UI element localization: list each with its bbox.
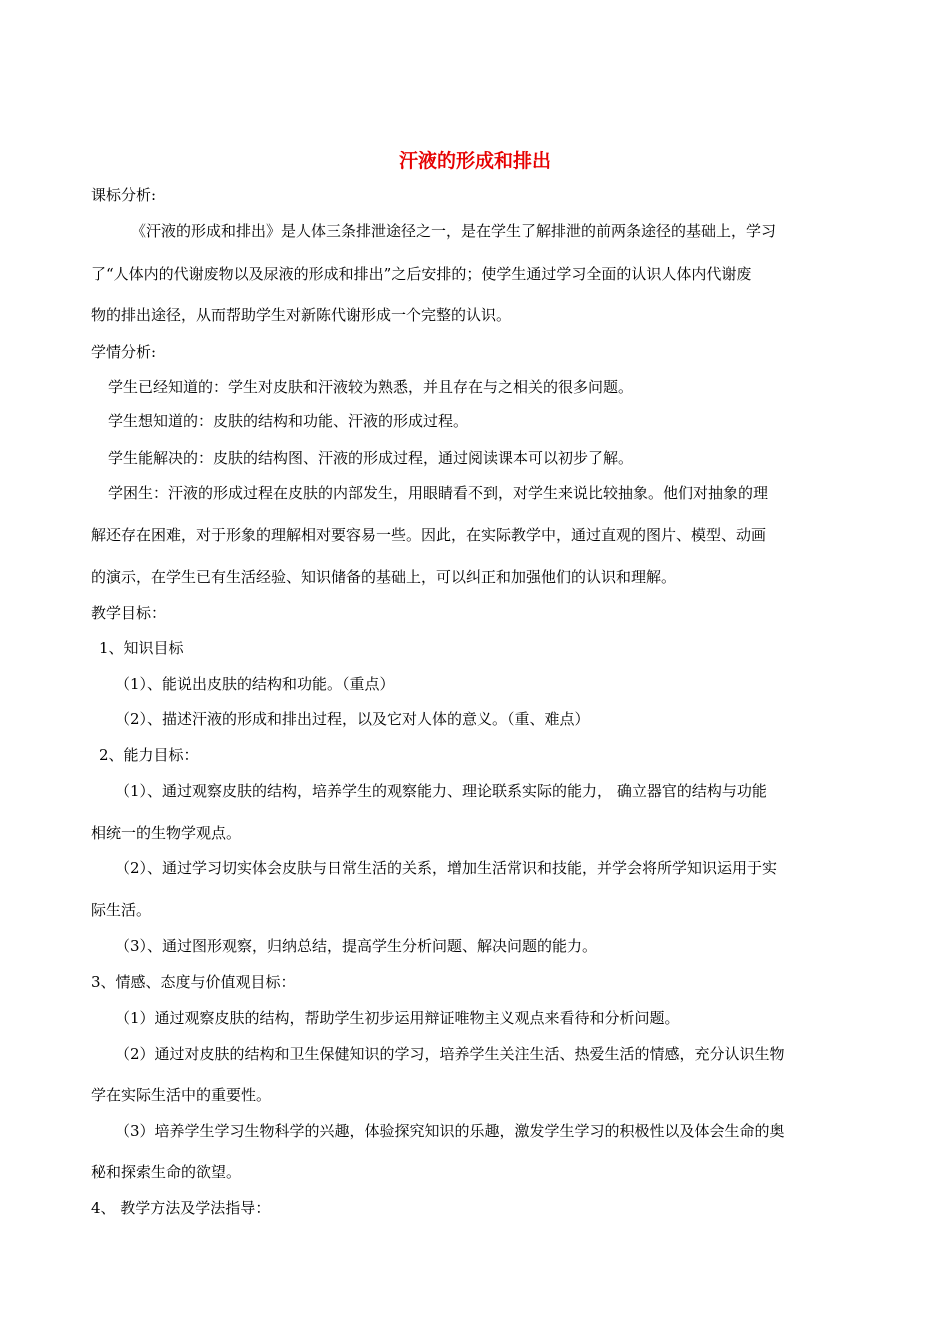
nengli-line-5: （3）、通过图形观察，归纳总结，提高学生分析问题、解决问题的能力。 (115, 937, 598, 955)
section-heading-xueqing: 学情分析: (91, 343, 157, 361)
xueqing-line-5: 解还存在困难，对于形象的理解相对要容易一些。因此，在实际教学中，通过直观的图片、模型、动画 (91, 526, 767, 544)
section-heading-kebiao: 课标分析: (91, 186, 157, 204)
qinggan-heading: 3、情感、态度与价值观目标： (91, 973, 296, 991)
section-heading-mubiao: 教学目标： (91, 604, 167, 622)
nengli-line-1: （1）、通过观察皮肤的结构，培养学生的观察能力、理论联系实际的能力， 确立器官的结构与功能 (115, 782, 767, 800)
document-title: 汗液的形成和排出 (398, 150, 551, 172)
zhishi-line-2: （2）、描述汗液的形成和排出过程，以及它对人体的意义。（重、难点） (115, 710, 590, 728)
kebiao-line-2: 了“人体内的代谢废物以及尿液的形成和排出”之后安排的；使学生通过学习全面的认识人体内代谢废 (91, 265, 752, 283)
qinggan-line-5: 秘和探索生命的欲望。 (91, 1163, 242, 1181)
xueqing-line-2: 学生想知道的：皮肤的结构和功能、汗液的形成过程。 (108, 412, 469, 430)
xueqing-line-4: 学困生：汗液的形成过程在皮肤的内部发生，用眼睛看不到，对学生来说比较抽象。他们对抽象的理 (108, 484, 769, 502)
qinggan-line-4: （3）培养学生学习生物科学的兴趣，体验探究知识的乐趣，激发学生学习的积极性以及体会生命的奥 (115, 1122, 785, 1140)
nengli-line-3: （2）、通过学习切实体会皮肤与日常生活的关系，增加生活常识和技能，并学会将所学知识运用于实 (115, 859, 778, 877)
zhishi-line-1: （1）、能说出皮肤的结构和功能。（重点） (115, 675, 395, 693)
nengli-heading: 2、能力目标： (99, 746, 199, 764)
nengli-line-2: 相统一的生物学观点。 (91, 824, 242, 842)
nengli-line-4: 际生活。 (91, 901, 152, 919)
xueqing-line-6: 的演示，在学生已有生活经验、知识储备的基础上，可以纠正和加强他们的认识和理解。 (91, 568, 677, 586)
xueqing-line-1: 学生已经知道的：学生对皮肤和汗液较为熟悉，并且存在与之相关的很多问题。 (108, 378, 634, 396)
qinggan-line-2: （2）通过对皮肤的结构和卫生保健知识的学习，培养学生关注生活、热爱生活的情感，充分认识生物 (115, 1045, 785, 1063)
fangfa-heading: 4、 教学方法及学法指导： (91, 1199, 271, 1217)
xueqing-line-3: 学生能解决的：皮肤的结构图、汗液的形成过程，通过阅读课本可以初步了解。 (108, 449, 634, 467)
qinggan-line-3: 学在实际生活中的重要性。 (91, 1086, 272, 1104)
qinggan-line-1: （1）通过观察皮肤的结构，帮助学生初步运用辩证唯物主义观点来看待和分析问题。 (115, 1009, 680, 1027)
zhishi-heading: 1、知识目标 (99, 639, 184, 657)
kebiao-line-1: 《汗液的形成和排出》是人体三条排泄途径之一，是在学生了解排泄的前两条途径的基础上，学习 (131, 222, 777, 240)
kebiao-line-3: 物的排出途径，从而帮助学生对新陈代谢形成一个完整的认识。 (91, 306, 512, 324)
